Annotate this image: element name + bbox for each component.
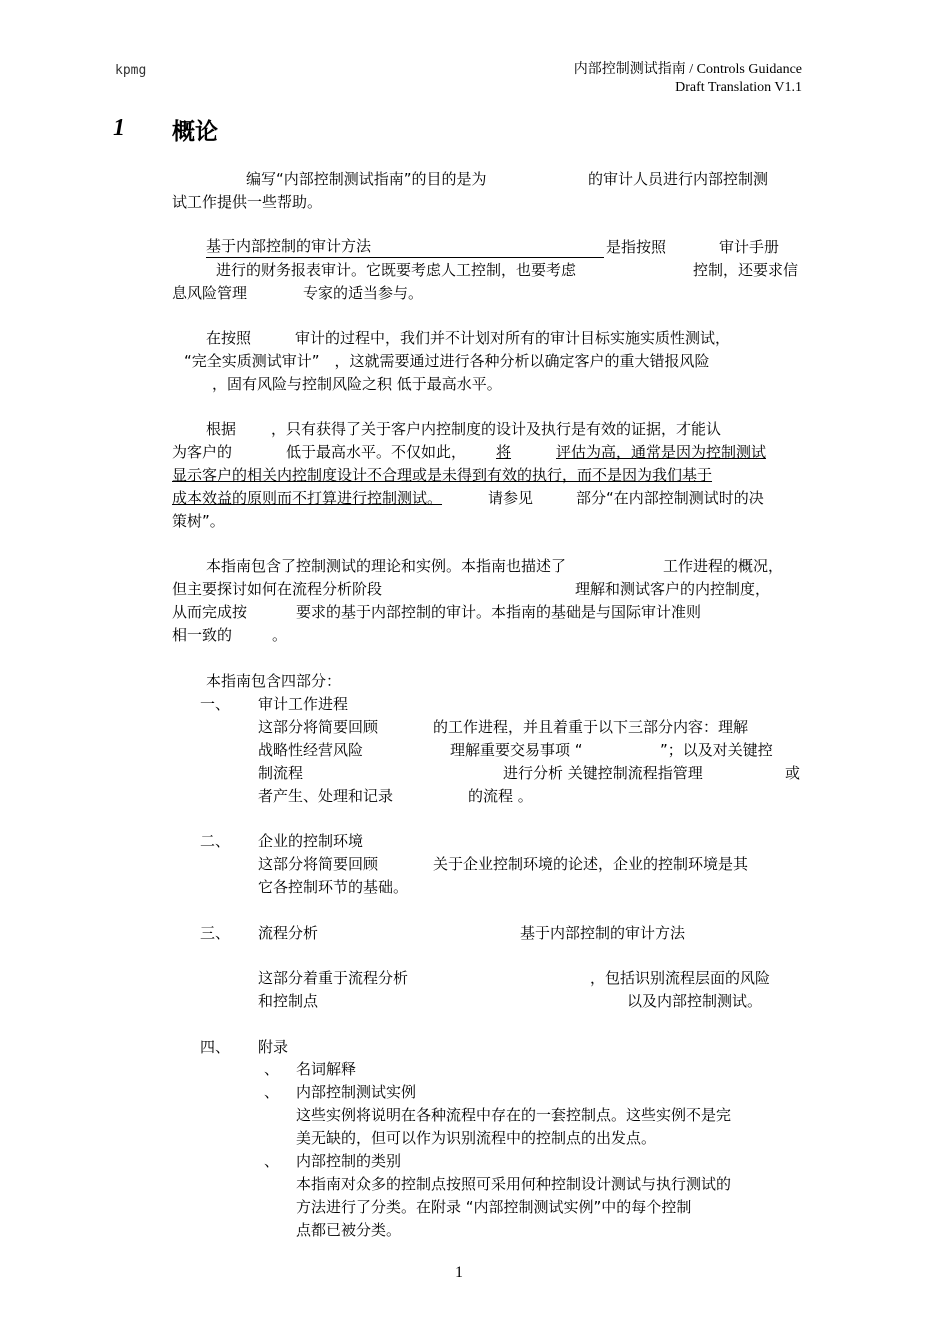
p2-line1b: 是指按照: [606, 238, 667, 256]
p5-line1a: 本指南包含了控制测试的理论和实例。本指南也描述了: [206, 557, 567, 575]
p2-line3a: 息风险管理: [172, 284, 248, 302]
p3-line2: “完全实质测试审计” ，这就需要通过进行各种分析以确定客户的重大错报风险: [184, 352, 710, 370]
subitem-mark: 、: [264, 1060, 280, 1078]
part2-title: 企业的控制环境: [258, 832, 364, 850]
subitem-examples-title: 内部控制测试实例: [296, 1083, 417, 1101]
p4-line1a: 根据: [206, 420, 237, 438]
part4-title: 附录: [258, 1038, 289, 1056]
part1-line2a: 战略性经营风险: [258, 741, 364, 759]
p4-line1b: ，只有获得了关于客户内控制度的设计及执行是有效的证据，才能认: [271, 420, 722, 438]
p4-line2b: 低于最高水平。不仅如此，: [286, 443, 467, 461]
p5-line4b: 。: [272, 626, 288, 644]
part2-line2: 它各控制环节的基础。: [258, 878, 409, 896]
part1-line3b: 进行分析 关键控制流程指管理: [503, 764, 703, 782]
p5-line2a: 但主要探讨如何在流程分析阶段: [172, 580, 383, 598]
p5-line3a: 从而完成按: [172, 603, 248, 621]
p3-line1b: 审计的过程中，我们并不计划对所有的审计目标实施实质性测试，: [295, 329, 731, 347]
part1-line4a: 者产生、处理和记录: [258, 787, 394, 805]
p2-line1a: 基于内部控制的审计方法: [206, 236, 604, 258]
p1-line1a: 编写“内部控制测试指南”的目的是为: [246, 170, 487, 188]
header-doc-title: 内部控制测试指南 / Controls Guidance: [573, 62, 802, 77]
p1-line2: 试工作提供一些帮助。: [172, 193, 323, 211]
p2-line2: 进行的财务报表审计。它既要考虑人工控制，也要考虑: [216, 261, 577, 279]
subitem-glossary-title: 名词解释: [296, 1060, 357, 1078]
part3-line1b: ，包括识别流程层面的风险: [590, 969, 771, 987]
part2-line1a: 这部分将简要回顾: [258, 855, 379, 873]
part1-number: 一、: [200, 695, 231, 713]
subitem-categories-line3: 点都已被分类。: [296, 1221, 402, 1239]
part3-title-b: 基于内部控制的审计方法: [520, 924, 686, 942]
section-title: 概论: [172, 119, 218, 145]
section-number: 1: [113, 115, 125, 141]
p2-line2b: 控制，还要求信: [693, 261, 799, 279]
p4-line3: 显示客户的相关内控制度设计不合理或是未得到有效的执行，而不是因为我们基于: [172, 466, 713, 484]
p5-line3b: 要求的基于内部控制的审计。本指南的基础是与国际审计准则: [296, 603, 702, 621]
page-number: 1: [455, 1264, 463, 1281]
part2-line1b: 关于企业控制环境的论述，企业的控制环境是其: [433, 855, 749, 873]
p4-line2a: 为客户的: [172, 443, 233, 461]
part3-title: 流程分析: [258, 924, 319, 942]
part1-line3c: 或: [785, 764, 801, 782]
part3-line2a: 和控制点: [258, 992, 319, 1010]
p4-line4b: 请参见: [488, 489, 534, 507]
part4-number: 四、: [200, 1038, 231, 1056]
p4-line2c: 将: [496, 443, 512, 461]
part2-number: 二、: [200, 832, 231, 850]
p5-line1b: 工作进程的概况，: [663, 557, 784, 575]
p3-line1a: 在按照: [206, 329, 252, 347]
part1-line1a: 这部分将简要回顾: [258, 718, 379, 736]
part1-title: 审计工作进程: [258, 695, 349, 713]
part3-number: 三、: [200, 924, 231, 942]
p4-line4c: 部分“在内部控制测试时的决: [576, 489, 764, 507]
header-left-text: kpmg: [115, 63, 147, 78]
p3-line3: ，固有风险与控制风险之积 低于最高水平。: [212, 375, 502, 393]
part1-line2b: 理解重要交易事项 “: [450, 741, 583, 759]
p4-line4a: 成本效益的原则而不打算进行控制测试。: [172, 489, 443, 507]
p1-line1b: 的审计人员进行内部控制测: [588, 170, 769, 188]
part1-line3a: 制流程: [258, 764, 304, 782]
p5-line2b: 理解和测试客户的内控制度，: [575, 580, 771, 598]
parts-intro: 本指南包含四部分：: [206, 672, 342, 690]
part1-line2c: ”；以及对关键控: [660, 741, 773, 759]
p2-line1c: 审计手册: [719, 238, 780, 256]
subitem-examples-line1: 这些实例将说明在各种流程中存在的一套控制点。这些实例不是完: [296, 1106, 732, 1124]
part3-line2b: 以及内部控制测试。: [627, 992, 763, 1010]
p4-line5: 策树”。: [172, 512, 225, 530]
subitem-categories-title: 内部控制的类别: [296, 1152, 402, 1170]
subitem-mark: 、: [264, 1152, 280, 1170]
header-version: Draft Translation V1.1: [675, 80, 802, 95]
subitem-mark: 、: [264, 1083, 280, 1101]
part3-line1a: 这部分着重于流程分析: [258, 969, 409, 987]
part1-line4b: 的流程 。: [468, 787, 533, 805]
p2-line3b: 专家的适当参与。: [303, 284, 424, 302]
part1-line1b: 的工作进程，并且着重于以下三部分内容：理解: [433, 718, 749, 736]
p4-line2d: 评估为高，通常是因为控制测试: [556, 443, 767, 461]
subitem-categories-line2: 方法进行了分类。在附录 “内部控制测试实例”中的每个控制: [296, 1198, 692, 1216]
subitem-categories-line1: 本指南对众多的控制点按照可采用何种控制设计测试与执行测试的: [296, 1175, 732, 1193]
p5-line4a: 相一致的: [172, 626, 233, 644]
subitem-examples-line2: 美无缺的，但可以作为识别流程中的控制点的出发点。: [296, 1129, 657, 1147]
